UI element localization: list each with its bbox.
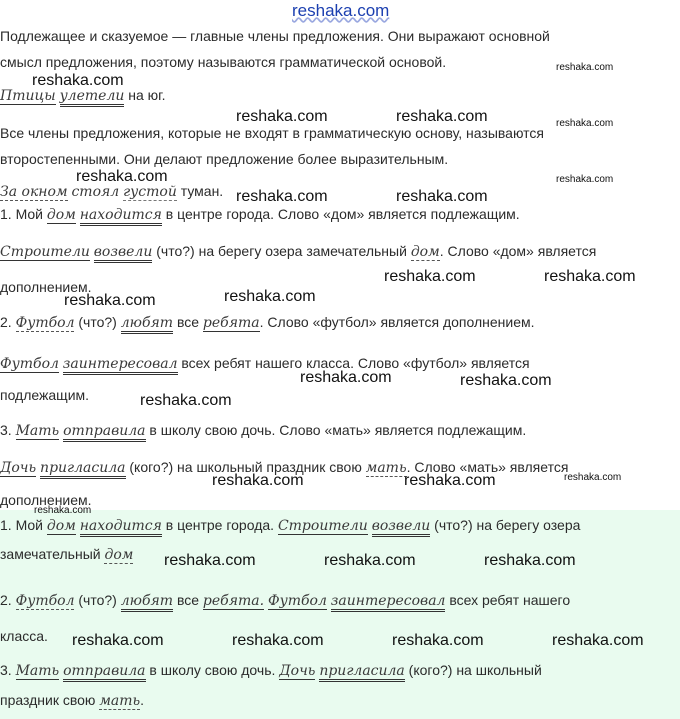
predicate: пригласила <box>40 460 125 479</box>
subject: ребята. <box>202 593 265 609</box>
answer-1 <box>0 516 580 535</box>
predicate: находится <box>80 207 162 226</box>
watermark: reshaka.com <box>544 268 636 285</box>
text: праздник свою <box>0 692 100 708</box>
text: в школу свою дочь. <box>145 662 280 678</box>
rule2-line2: второстепенными. Они делают предложение более выразительным. <box>0 151 449 167</box>
subject: ребята <box>202 315 260 331</box>
watermark: reshaka.com <box>64 292 156 309</box>
watermark: reshaka.com <box>392 632 484 649</box>
watermark: reshaka.com <box>564 472 622 483</box>
text: в школу свою дочь. Слово «мать» является подлежащим. <box>145 422 527 438</box>
watermark: reshaka.com <box>72 632 164 649</box>
text: замечательный <box>0 546 105 562</box>
text: 2. <box>0 592 16 608</box>
watermark: reshaka.com <box>460 372 552 389</box>
answer-3-line2 <box>0 691 144 710</box>
predicate: улетели <box>60 88 125 107</box>
watermark: reshaka.com <box>34 505 92 516</box>
top-watermark: reshaka.com <box>292 1 390 20</box>
subject: Футбол <box>0 356 59 372</box>
answer-2-line2: класса. <box>0 628 48 644</box>
text: всех ребят нашего класса. Слово «футбол» является <box>177 355 530 371</box>
watermark: reshaka.com <box>396 108 488 125</box>
text: (что?) на берегу озера замечательный <box>152 243 411 259</box>
answer-1-line2 <box>0 545 133 564</box>
watermark: reshaka.com <box>164 552 256 569</box>
watermark: reshaka.com <box>212 472 304 489</box>
watermark: reshaka.com <box>32 72 124 89</box>
subject: дом <box>46 207 76 223</box>
object: дом <box>410 244 440 260</box>
predicate: возвели <box>372 518 431 537</box>
text: . Слово «дом» является <box>439 243 597 259</box>
text: (что?) на берегу озера <box>430 517 581 533</box>
rule1-line1: Подлежащее и сказуемое — главные члены предложения. Они выражают основной <box>0 28 550 44</box>
predicate: возвели <box>94 244 153 263</box>
watermark: reshaka.com <box>556 118 614 129</box>
text: . Слово «мать» является <box>406 459 569 475</box>
rule1-line2: смысл предложения, поэтому называются грамматической основой. <box>0 54 447 70</box>
predicate: стоял <box>71 184 120 200</box>
task-1 <box>0 205 520 224</box>
answer-2 <box>0 591 570 610</box>
watermark: reshaka.com <box>404 472 496 489</box>
subject: дом <box>46 518 76 534</box>
predicate: любят <box>121 593 173 612</box>
task-6-line2: дополнением. <box>0 492 92 508</box>
watermark: reshaka.com <box>396 188 488 205</box>
text: . Слово «футбол» является дополнением. <box>259 314 535 330</box>
task-4 <box>0 354 530 373</box>
answer-block <box>0 510 680 719</box>
object: дом <box>104 547 134 563</box>
watermark: reshaka.com <box>140 392 232 409</box>
watermark: reshaka.com <box>484 552 576 569</box>
subject: Дочь <box>0 460 37 476</box>
subject: Футбол <box>267 593 327 609</box>
object: Футбол <box>15 315 75 331</box>
rule2-line1: Все члены предложения, которые не входят в грамматическую основу, называются <box>0 125 544 141</box>
text: 1. Мой <box>0 206 47 222</box>
text: все <box>173 592 203 608</box>
subject: Птицы <box>0 88 56 104</box>
predicate: отправила <box>63 663 145 682</box>
subject: туман. <box>180 183 224 199</box>
predicate: любят <box>121 315 173 334</box>
object: мать <box>99 693 141 709</box>
answer-3 <box>0 661 542 680</box>
task-3 <box>0 313 535 332</box>
text: 3. <box>0 662 16 678</box>
watermark: reshaka.com <box>76 168 168 185</box>
watermark: reshaka.com <box>232 632 324 649</box>
predicate: заинтересовал <box>331 593 446 612</box>
text: (кого?) на школьный <box>404 662 542 678</box>
watermark: reshaka.com <box>300 369 392 386</box>
watermark: reshaka.com <box>556 62 614 73</box>
adverbial: За окном <box>0 184 68 200</box>
subject: Мать <box>15 663 60 679</box>
object: мать <box>365 460 407 476</box>
predicate: отправила <box>63 423 145 442</box>
predicate: находится <box>80 518 162 537</box>
watermark: reshaka.com <box>384 268 476 285</box>
text: 2. <box>0 314 16 330</box>
subject: Мать <box>15 423 60 439</box>
watermark: reshaka.com <box>556 174 614 185</box>
text: (кого?) на школьный праздник свою <box>125 459 366 475</box>
subject: Дочь <box>279 663 316 679</box>
task-2 <box>0 242 596 261</box>
predicate: заинтересовал <box>63 356 178 375</box>
attribute: густой <box>123 184 177 200</box>
watermark: reshaka.com <box>324 552 416 569</box>
watermark: reshaka.com <box>236 108 328 125</box>
text: в центре города. <box>161 517 278 533</box>
task-4-line2: подлежащим. <box>0 387 90 403</box>
text: 1. Мой <box>0 517 47 533</box>
watermark: reshaka.com <box>552 632 644 649</box>
watermark: reshaka.com <box>236 188 328 205</box>
object: Футбол <box>15 593 75 609</box>
text: всех ребят нашего <box>445 592 571 608</box>
text: (что?) <box>74 314 121 330</box>
task-5 <box>0 421 526 440</box>
text: 3. <box>0 422 16 438</box>
text: (что?) <box>74 592 121 608</box>
subject: Строители <box>0 244 90 260</box>
predicate: пригласила <box>319 663 404 682</box>
subject: Строители <box>277 518 368 534</box>
example-text: на юг. <box>128 87 166 103</box>
text: все <box>173 314 203 330</box>
text: в центре города. Слово «дом» является подлежащим. <box>161 206 520 222</box>
task-2-line2: дополнением. <box>0 279 92 295</box>
text: . <box>140 692 145 708</box>
watermark: reshaka.com <box>224 288 316 305</box>
